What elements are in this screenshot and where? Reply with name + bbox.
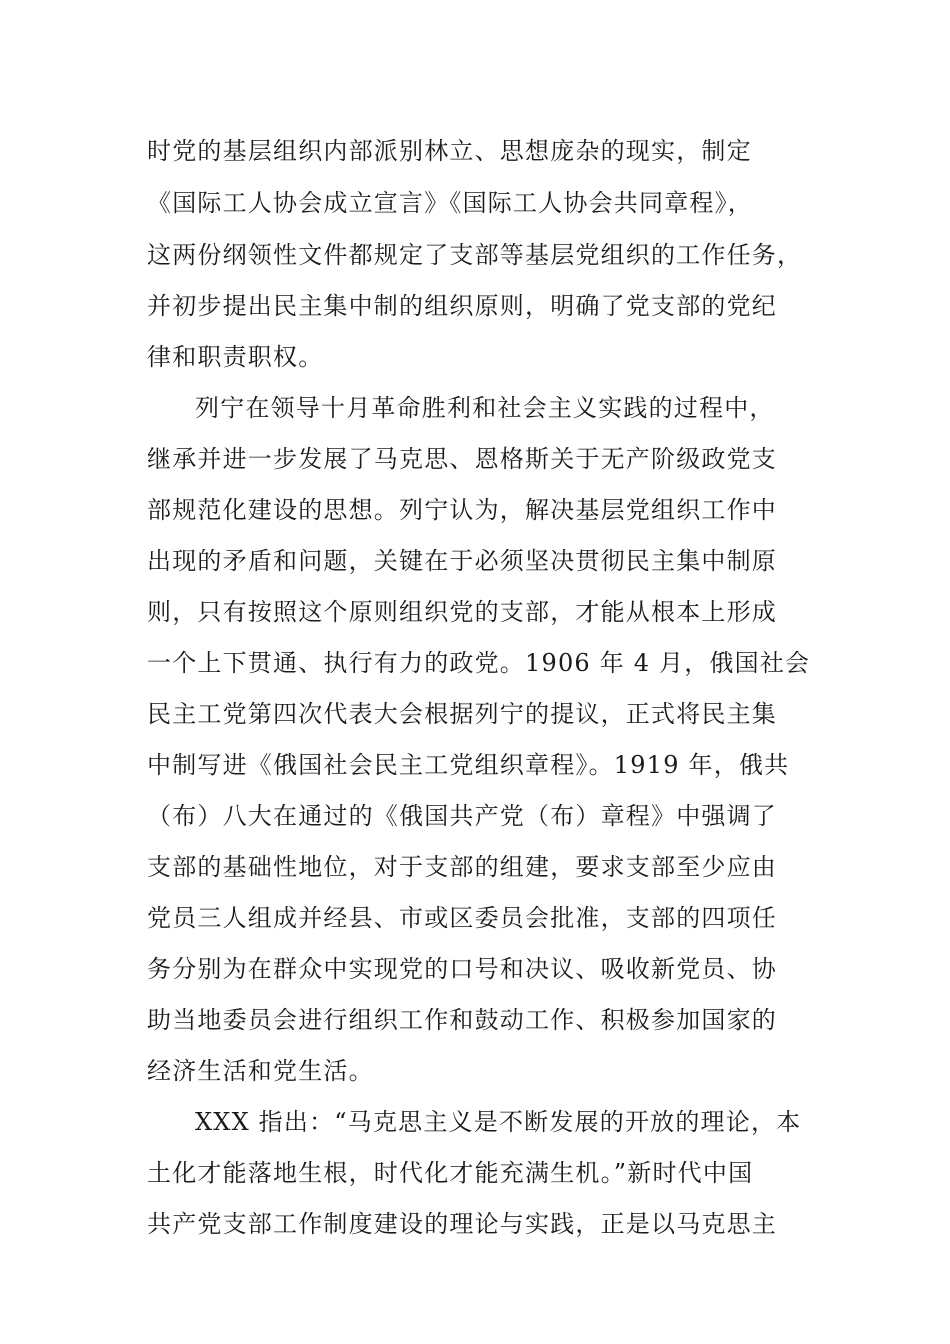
text-line: 助当地委员会进行组织工作和鼓动工作、积极参加国家的 — [147, 1006, 777, 1034]
text-line: 这两份纲领性文件都规定了支部等基层党组织的工作任务， — [147, 241, 803, 269]
text-line: 共产党支部工作制度建设的理论与实践，正是以马克思主 — [147, 1210, 777, 1238]
text-line: 《国际工人协会成立宣言》《国际工人协会共同章程》， — [147, 189, 753, 217]
text-line: 部规范化建设的思想。列宁认为，解决基层党组织工作中 — [147, 496, 777, 524]
paragraph-first-line: XXX 指出：“马克思主义是不断发展的开放的理论，本 — [195, 1108, 802, 1136]
text-line: 支部的基础性地位，对于支部的组建，要求支部至少应由 — [147, 853, 777, 881]
text-line: 一个上下贯通、执行有力的政党。1906 年 4 月，俄国社会 — [147, 649, 811, 677]
text-line: 经济生活和党生活。 — [147, 1057, 374, 1085]
text-line: 土化才能落地生根，时代化才能充满生机。”新时代中国 — [147, 1159, 754, 1187]
text-line: 时党的基层组织内部派别林立、思想庞杂的现实，制定 — [147, 137, 752, 165]
text-line: 中制写进《俄国社会民主工党组织章程》。1919 年，俄共 — [147, 751, 790, 779]
text-line: 出现的矛盾和问题，关键在于必须坚决贯彻民主集中制原 — [147, 547, 777, 575]
text-line: 党员三人组成并经县、市或区委员会批准，支部的四项任 — [147, 904, 777, 932]
text-line: （布）八大在通过的《俄国共产党（布）章程》中强调了 — [147, 802, 777, 830]
text-line: 继承并进一步发展了马克思、恩格斯关于无产阶级政党支 — [147, 445, 777, 473]
text-line: 律和职责职权。 — [147, 343, 324, 371]
text-line: 并初步提出民主集中制的组织原则，明确了党支部的党纪 — [147, 292, 777, 320]
text-line: 民主工党第四次代表大会根据列宁的提议，正式将民主集 — [147, 700, 777, 728]
text-line: 则，只有按照这个原则组织党的支部，才能从根本上形成 — [147, 598, 777, 626]
paragraph-first-line: 列宁在领导十月革命胜利和社会主义实践的过程中， — [195, 394, 775, 422]
text-line: 务分别为在群众中实现党的口号和决议、吸收新党员、协 — [147, 955, 777, 983]
